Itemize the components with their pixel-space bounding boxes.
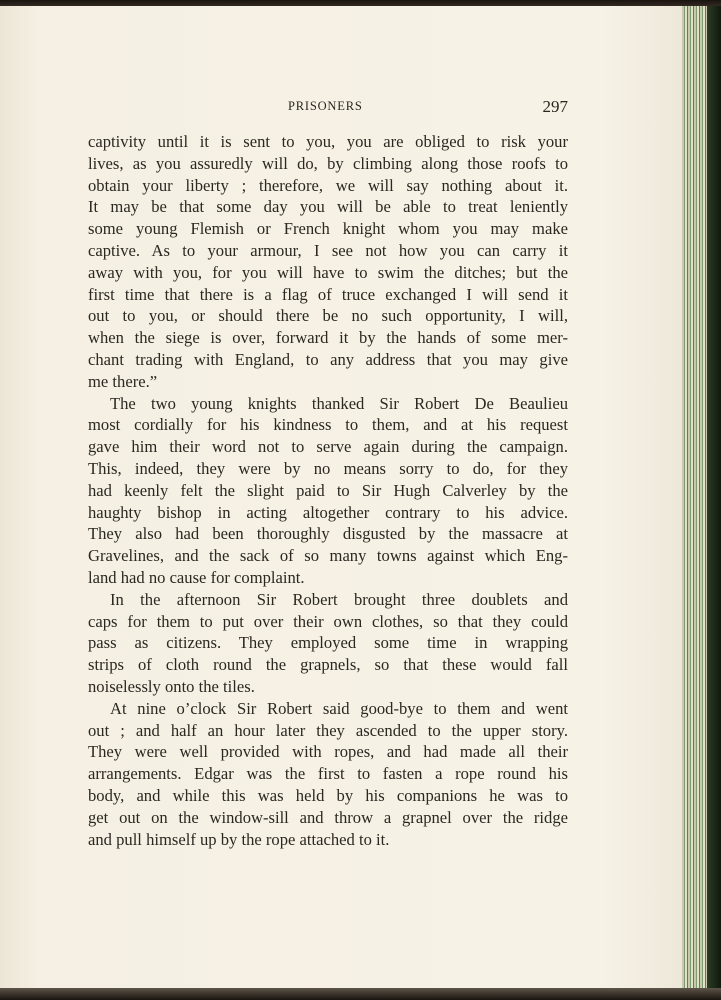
text-line: strips of cloth round the grapnels, so that these would fall <box>88 655 568 675</box>
text-line: This, indeed, they were by no means sorry to do, for they <box>88 458 568 478</box>
text-line: In the afternoon Sir Robert brought three doublets and <box>110 589 568 609</box>
text-line: most cordially for his kindness to them, and at his request <box>88 415 568 435</box>
text-line: They were well provided with ropes, and had made all their <box>88 742 568 762</box>
paragraph <box>88 131 568 393</box>
text-line: land had no cause for complaint. <box>88 567 305 587</box>
text-line: get out on the window-sill and throw a grapnel over the ridge <box>88 807 568 827</box>
bottom-edge <box>0 988 721 1000</box>
text-line: arrangements. Edgar was the first to fasten a rope round his <box>88 764 568 784</box>
chapter-title: PRISONERS <box>288 99 363 113</box>
text-line: caps for them to put over their own clothes, so that they could <box>88 611 568 631</box>
page-number: 297 <box>542 97 568 116</box>
paragraph <box>88 698 568 851</box>
text-line: body, and while this was held by his companions he was to <box>88 785 568 805</box>
text-line: captive. As to your armour, I see not how you can carry it <box>88 240 568 260</box>
paragraph <box>88 393 568 589</box>
body-text <box>88 131 568 850</box>
paragraph <box>88 589 568 698</box>
text-line: Gravelines, and the sack of so many towns against which Eng- <box>88 546 568 566</box>
text-line: some young Flemish or French knight whom you may make <box>88 219 568 239</box>
text-line: pass as citizens. They employed some time in wrapping <box>88 633 568 653</box>
text-line: first time that there is a flag of truce exchanged I will send it <box>88 284 568 304</box>
text-line: when the siege is over, forward it by the hands of some mer- <box>88 328 568 348</box>
text-line: lives, as you assuredly will do, by climbing along those roofs to <box>88 153 568 173</box>
running-head <box>88 97 568 117</box>
text-line: It may be that some day you will be able to treat leniently <box>88 197 568 217</box>
text-line: and pull himself up by the rope attached to it. <box>88 829 390 849</box>
page-edges <box>682 6 721 994</box>
text-line: me there.” <box>88 371 158 391</box>
text-line: noiselessly onto the tiles. <box>88 676 255 696</box>
text-line: At nine o’clock Sir Robert said good-bye to them and went <box>110 698 568 718</box>
text-line: out ; and half an hour later they ascended to the upper story. <box>88 720 568 740</box>
book-cover-edge <box>707 6 721 994</box>
text-line: obtain your liberty ; therefore, we will say nothing about it. <box>88 175 568 195</box>
text-line: had keenly felt the slight paid to Sir Hugh Calverley by the <box>88 480 568 500</box>
text-line: The two young knights thanked Sir Robert De Beaulieu <box>110 393 568 413</box>
book-page <box>0 6 690 992</box>
text-line: haughty bishop in acting altogether contrary to his advice. <box>88 502 568 522</box>
text-line: chant trading with England, to any address that you may give <box>88 349 568 369</box>
text-line: away with you, for you will have to swim the ditches; but the <box>88 262 568 282</box>
text-line: out to you, or should there be no such opportunity, I will, <box>88 306 568 326</box>
text-line: captivity until it is sent to you, you are obliged to risk your <box>88 132 568 151</box>
text-line: gave him their word not to serve again during the campaign. <box>88 437 568 457</box>
text-line: They also had been thoroughly disgusted by the massacre at <box>88 524 568 544</box>
